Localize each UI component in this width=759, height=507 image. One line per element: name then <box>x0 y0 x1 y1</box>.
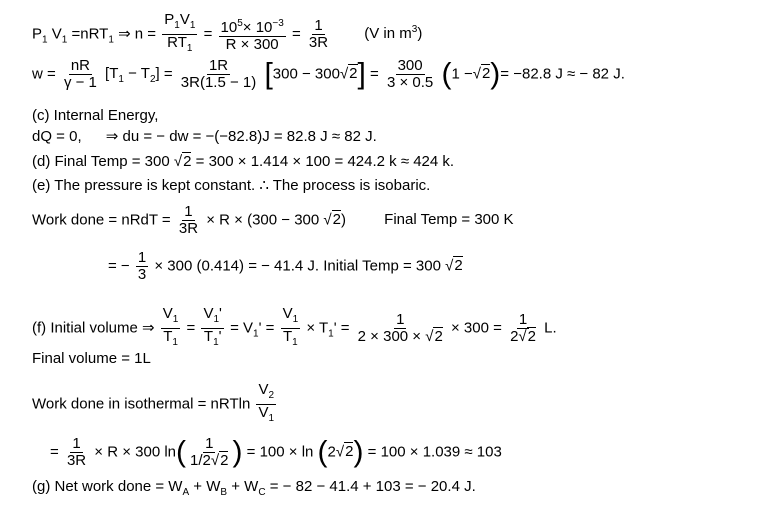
fraction-r-3r: $\frac{1R}{3R(1.5 - 1)}$ <box>180 57 257 91</box>
fraction-pressure-volume: $\frac{10^5\times 10^{-3}}{R \times 300}$ <box>220 18 284 53</box>
fraction-300-1.5: $\frac{300}{3 \times 0.5}$ <box>386 57 434 91</box>
line-dq: dQ = 0, ⇒ du = − dw = −(−82.8)J = 82.8 J ≈ 82 J. <box>32 128 377 145</box>
fraction-pv-rt: $\frac{P_1V_1}{RT_1}$ <box>164 11 196 54</box>
line-initial-volume: (f) Initial volume ⇒ $\frac{V_1}{T_1}$ = $\frac{V_1'}{T_1'}$ = $V_1'$ = $\frac{V_1}{T_1}$ × $T_1'$ = $\frac{1}{2 \times 300 \times √2}$ × 300 = $\frac{1}{2√2}$ L. <box>32 305 557 348</box>
line-final-volume: Final volume = 1L <box>32 350 151 367</box>
line-work-ndt: Work done = nRdT = $\frac{1}{3R}$ × R × (300 − 300 √2) Final Temp = 300 K <box>32 203 514 237</box>
line-final-temp: (d) Final Temp = 300 √2 = 300 × 1.414 × 100 = 424.2 k ≈ 424 k. <box>32 153 455 170</box>
line-net-work: (g) Net work done = $W_A + W_B + W_C$ = − 82 − 41.4 + 103 = − 20.4 J. <box>32 478 476 498</box>
heading-internal-energy: (c) Internal Energy, <box>32 107 159 124</box>
fraction-one-3r: $\frac{1}{3R}$ <box>308 17 329 51</box>
units-note: (V in $m^3$) <box>364 24 423 43</box>
line-ideal-gas: $P_1$ $V_1 =nRT_1$ ⇒ n = $\frac{P_1V_1}{RT_1}$ = $\frac{10^5\times 10^{-3}}{R \times 300}$ = $\frac{1}{3R}$ (V in $m^3$) <box>32 12 422 57</box>
line-work-isothermal: Work done in isothermal = nRTln $\frac{V_2}{V_1}$ <box>32 381 275 424</box>
line-work-result: = − $\frac{1}{3}$ × 300 (0.414) = − 41.4 J. Initial Temp = 300 √2 <box>108 249 463 283</box>
line-work-adiabatic: w = $\frac{nR}{\gamma - 1}$ $[T_1 - T_2]$ = $\frac{1R}{3R(1.5 - 1)}$ [300 − 300√2] = $\frac{300}{3 \times 0.5}$ (1 −√2)= −82.8 J ≈ − 82 J. <box>32 57 625 91</box>
fraction-nr-gamma: $\frac{nR}{\gamma - 1}$ <box>63 57 97 91</box>
line-isothermal-result: = $\frac{1}{3R}$ × R × 300 ln( $\frac{1}{1/2√2}$ ) = 100 × ln (2√2) = 100 × 1.039 ≈ 103 <box>50 435 502 469</box>
line-isobaric: (e) The pressure is kept constant. ∴ The process is isobaric. <box>32 177 431 194</box>
